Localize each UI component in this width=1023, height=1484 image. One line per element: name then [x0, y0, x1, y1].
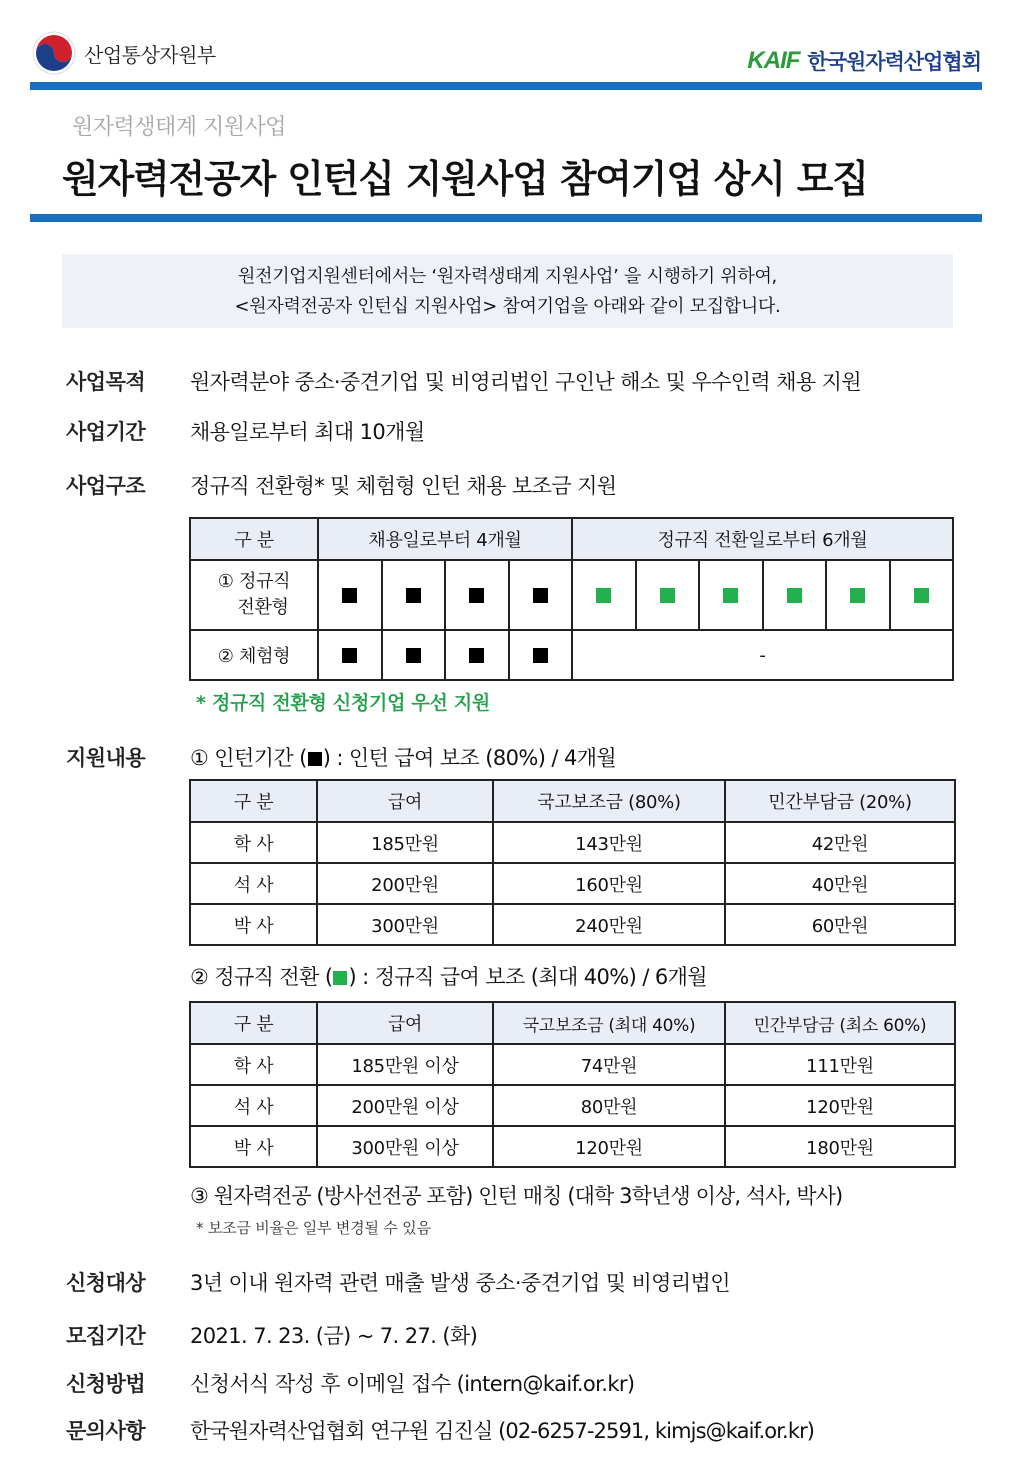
black-square-icon	[469, 588, 484, 603]
structure-header-b: 정규직 전환일로부터 6개월	[572, 518, 953, 560]
green-square-icon	[333, 971, 347, 985]
table-row	[190, 1085, 955, 1126]
table1-cell: 박 사	[190, 904, 317, 945]
table1-cell: 300만원	[317, 904, 493, 945]
table1-cell: 40만원	[725, 863, 955, 904]
structure-cell	[509, 630, 573, 680]
header-divider-top	[30, 82, 982, 90]
eligibility-value: 3년 이내 원자력 관련 매출 발생 중소·중견기업 및 비영리법인	[190, 1271, 730, 1295]
table-row	[190, 863, 955, 904]
structure-cell	[699, 560, 763, 630]
structure-cell	[382, 630, 446, 680]
table2-cell: 120만원	[725, 1085, 955, 1126]
support-item-1	[190, 742, 616, 772]
structure-cell	[382, 560, 446, 630]
table2-cell: 180만원	[725, 1126, 955, 1167]
table1-header: 민간부담금 (20%)	[725, 780, 955, 822]
table2-cell: 학 사	[190, 1044, 317, 1085]
recruit-value: 2021. 7. 23. (금) ~ 7. 27. (화)	[190, 1324, 478, 1348]
table2-cell: 74만원	[493, 1044, 725, 1085]
structure-header-col: 구 분	[190, 518, 318, 560]
table2-header: 민간부담금 (최소 60%)	[725, 1002, 955, 1044]
support-table-2	[189, 1001, 956, 1168]
table2-cell: 박 사	[190, 1126, 317, 1167]
recruit-label: 모집기간	[66, 1324, 146, 1348]
table1-cell: 학 사	[190, 822, 317, 863]
kaif-mark: KAIF	[747, 47, 800, 74]
table1-cell: 석 사	[190, 863, 317, 904]
structure-cell	[318, 560, 382, 630]
black-square-icon	[469, 648, 484, 663]
black-square-icon	[533, 648, 548, 663]
table1-cell: 42만원	[725, 822, 955, 863]
black-square-icon	[406, 648, 421, 663]
black-square-icon	[533, 588, 548, 603]
title-divider	[30, 214, 982, 222]
structure-row1-label-line2: 전환형	[237, 597, 289, 618]
table-row	[190, 904, 955, 945]
ministry-name: 산업통상자원부	[84, 42, 216, 67]
kaif-logo-block	[747, 46, 981, 76]
support-item-1-suffix: ) : 인턴 급여 보조 (80%) / 4개월	[322, 746, 617, 770]
contact-label: 문의사항	[66, 1419, 146, 1443]
table1-cell: 143만원	[493, 822, 725, 863]
table2-header: 급여	[317, 1002, 493, 1044]
black-square-icon	[342, 648, 357, 663]
intro-line-2: <원자력전공자 인턴십 지원사업> 참여기업을 아래와 같이 모집합니다.	[234, 296, 781, 317]
structure-table	[189, 517, 954, 681]
black-square-icon	[342, 588, 357, 603]
table2-header: 국고보조금 (최대 40%)	[493, 1002, 725, 1044]
table1-header: 국고보조금 (80%)	[493, 780, 725, 822]
support-note: * 보조금 비율은 일부 변경될 수 있음	[196, 1219, 431, 1237]
structure-cell	[445, 560, 509, 630]
apply-label: 신청방법	[66, 1372, 146, 1396]
table2-cell: 200만원 이상	[317, 1085, 493, 1126]
ministry-logo-block	[32, 30, 216, 76]
support-table-1	[189, 779, 956, 946]
table-row	[190, 822, 955, 863]
period-value: 채용일로부터 최대 10개월	[190, 420, 425, 444]
table1-cell: 240만원	[493, 904, 725, 945]
page-subtitle: 원자력생태계 지원사업	[72, 115, 287, 140]
table1-header: 구 분	[190, 780, 317, 822]
kaif-org-name: 한국원자력산업협회	[807, 50, 981, 74]
table-row	[190, 1044, 955, 1085]
structure-header-a: 채용일로부터 4개월	[318, 518, 572, 560]
table1-header: 급여	[317, 780, 493, 822]
structure-cell	[572, 560, 636, 630]
structure-row2-label: ② 체험형	[190, 630, 318, 680]
table2-cell: 석 사	[190, 1085, 317, 1126]
table2-cell: 300만원 이상	[317, 1126, 493, 1167]
black-square-icon	[308, 752, 322, 766]
green-square-icon	[660, 588, 675, 603]
green-square-icon	[787, 588, 802, 603]
intro-box	[62, 254, 953, 328]
support-item-2	[190, 961, 707, 991]
green-square-icon	[723, 588, 738, 603]
black-square-icon	[406, 588, 421, 603]
structure-row2-dash: -	[572, 630, 953, 680]
structure-row1-label-line1: ① 정규직	[217, 571, 291, 592]
table2-cell: 120만원	[493, 1126, 725, 1167]
purpose-value: 원자력분야 중소·중견기업 및 비영리법인 구인난 해소 및 우수인력 채용 지원	[190, 370, 862, 394]
structure-label: 사업구조	[66, 474, 146, 498]
green-square-icon	[850, 588, 865, 603]
structure-value: 정규직 전환형* 및 체험형 인턴 채용 보조금 지원	[190, 474, 617, 498]
structure-row1-label	[190, 560, 318, 630]
structure-cell	[509, 560, 573, 630]
green-square-icon	[596, 588, 611, 603]
structure-cell	[636, 560, 700, 630]
table1-cell: 185만원	[317, 822, 493, 863]
green-square-icon	[914, 588, 929, 603]
support-item-2-suffix: ) : 정규직 급여 보조 (최대 40%) / 6개월	[348, 965, 707, 989]
table2-cell: 80만원	[493, 1085, 725, 1126]
intro-line-1: 원전기업지원센터에서는 ‘원자력생태계 지원사업’ 을 시행하기 위하여,	[238, 266, 777, 287]
table1-cell: 160만원	[493, 863, 725, 904]
support-item-3: ③ 원자력전공 (방사선전공 포함) 인턴 매칭 (대학 3학년생 이상, 석사, 박사)	[190, 1184, 843, 1208]
contact-value: 한국원자력산업협회 연구원 김진실 (02-6257-2591, kimjs@kaif.or.kr)	[190, 1419, 815, 1443]
table1-cell: 60만원	[725, 904, 955, 945]
table1-cell: 200만원	[317, 863, 493, 904]
structure-cell	[318, 630, 382, 680]
eligibility-label: 신청대상	[66, 1271, 146, 1295]
support-label: 지원내용	[66, 746, 146, 770]
structure-note: * 정규직 전환형 신청기업 우선 지원	[196, 692, 490, 714]
table2-cell: 111만원	[725, 1044, 955, 1085]
table-row	[190, 1126, 955, 1167]
structure-cell	[763, 560, 827, 630]
page-title: 원자력전공자 인턴십 지원사업 참여기업 상시 모집	[62, 157, 868, 201]
purpose-label: 사업목적	[66, 370, 146, 394]
structure-cell	[445, 630, 509, 680]
support-item-2-prefix: ② 정규직 전환 (	[190, 965, 333, 989]
taegeuk-logo-icon	[32, 31, 76, 75]
table2-cell: 185만원 이상	[317, 1044, 493, 1085]
structure-cell	[826, 560, 890, 630]
structure-cell	[890, 560, 954, 630]
support-item-1-prefix: ① 인턴기간 (	[190, 746, 307, 770]
apply-value: 신청서식 작성 후 이메일 접수 (intern@kaif.or.kr)	[190, 1372, 635, 1396]
table2-header: 구 분	[190, 1002, 317, 1044]
period-label: 사업기간	[66, 420, 146, 444]
